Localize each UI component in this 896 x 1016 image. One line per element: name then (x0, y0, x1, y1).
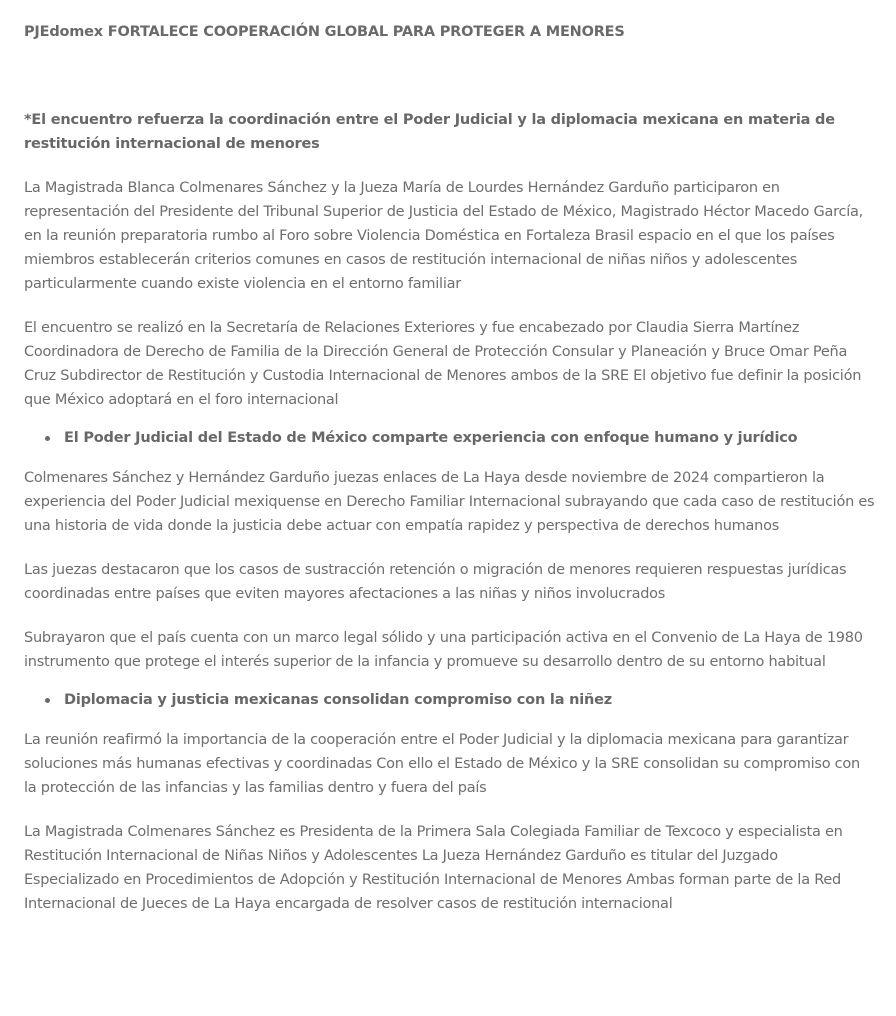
bullet-heading-text: Diplomacia y justicia mexicanas consolidan compromiso con la niñez (64, 692, 613, 708)
article-title: PJEdomex FORTALECE COOPERACIÓN GLOBAL PARA PROTEGER A MENORES (24, 24, 625, 40)
bullet-dot-icon (45, 436, 50, 441)
paragraph-4: Las juezas destacaron que los casos de sustracción retención o migración de menores requieren respuestas jurídicas coordinadas entre países que eviten mayores afectaciones a las niñas y niños involucrados (24, 562, 847, 602)
bullet-heading-diplomacy (42, 688, 876, 712)
bullet-dot-icon (45, 698, 50, 703)
paragraph-3: Colmenares Sánchez y Hernández Garduño juezas enlaces de La Haya desde noviembre de 2024 compartieron la experiencia del Poder Judicial mexiquense en Derecho Familiar Internacional subrayando que cada caso de restitución es una historia de vida donde la justicia debe actuar con empatía rapidez y perspectiva de derechos humanos (24, 470, 875, 534)
bullet-heading-text: El Poder Judicial del Estado de México comparte experiencia con enfoque humano y jurídico (64, 430, 798, 446)
bullet-heading-experience (42, 426, 876, 450)
paragraph-6: La reunión reafirmó la importancia de la cooperación entre el Poder Judicial y la diplomacia mexicana para garantizar soluciones más humanas efectivas y coordinadas Con ello el Estado de México y la SRE consolidan su compromiso con la protección de las infancias y las familias dentro y fuera del país (24, 732, 860, 796)
paragraph-7: La Magistrada Colmenares Sánchez es Presidenta de la Primera Sala Colegiada Familiar de Texcoco y especialista en Restitución Internacional de Niñas Niños y Adolescentes La Jueza Hernández Garduño es titular del Juzgado Especializado en Procedimientos de Adopción y Restitución Internacional de Menores Ambas forman parte de la Red Internacional de Jueces de La Haya encargada de resolver casos de restitución internacional (24, 824, 843, 912)
paragraph-2: El encuentro se realizó en la Secretaría de Relaciones Exteriores y fue encabezado por Claudia Sierra Martínez Coordinadora de Derecho de Familia de la Dirección General de Protección Consular y Planeación y Bruce Omar Peña Cruz Subdirector de Restitución y Custodia Internacional de Menores ambos de la SRE El objetivo fue definir la posición que México adoptará en el foro internacional (24, 320, 862, 408)
paragraph-5: Subrayaron que el país cuenta con un marco legal sólido y una participación activa en el Convenio de La Haya de 1980 instrumento que protege el interés superior de la infancia y promueve su desarrollo dentro de su entorno habitual (24, 630, 863, 670)
article-subtitle: *El encuentro refuerza la coordinación entre el Poder Judicial y la diplomacia mexicana en materia de restitución internacional de menores (24, 112, 835, 152)
paragraph-1: La Magistrada Blanca Colmenares Sánchez y la Jueza María de Lourdes Hernández Garduño participaron en representación del Presidente del Tribunal Superior de Justicia del Estado de México, Magistrado Héctor Macedo García, en la reunión preparatoria rumbo al Foro sobre Violencia Doméstica en Fortaleza Brasil espacio en el que los países miembros establecerán criterios comunes en casos de restitución internacional de niñas niños y adolescentes particularmente cuando existe violencia en el entorno familiar (24, 180, 864, 292)
bullet-list-1 (24, 426, 876, 450)
bullet-list-2 (24, 688, 876, 712)
